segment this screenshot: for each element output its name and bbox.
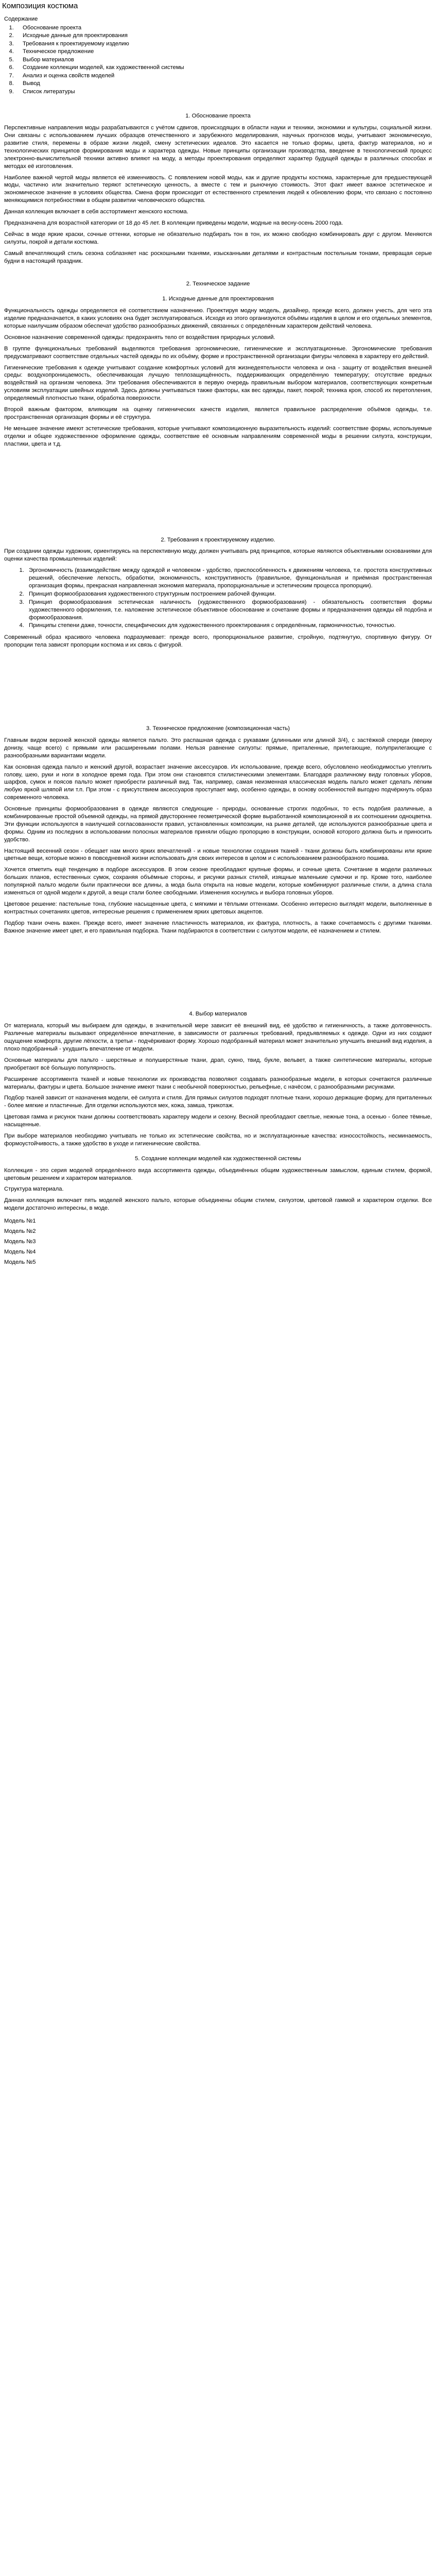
- blank-space: [4, 452, 432, 529]
- requirement-item: 2. Принцип формообразования художественного структурным построением рабочей функции.: [26, 590, 432, 598]
- model-item: Модель №5: [4, 1259, 36, 1266]
- model-list: [4, 1216, 432, 1267]
- paragraph: Сейчас в моде яркие краски, сочные оттенки, которые не обязательно подбирать тон в тон, их можно свободно комбинировать друг с другом. Меняются силуэты, покрой и детали костюма.: [4, 231, 432, 245]
- paragraph: Расширение ассортимента тканей и новые технологии их производства позволяют создавать разнообразные модели, в которых сочетаются различные материалы, фактуры и цвета. Большое значение имеют ткани с необычной поверхностью, рельефные, с начёсом, с разнообразными рисунками.: [4, 1076, 432, 1090]
- paragraph: Второй важным фактором, влияющим на оценку гигиенических качеств изделия, является правильное распределение объёмов одежды, т.е. пространственная организация формы и её структура.: [4, 406, 432, 420]
- toc-item: 8. Вывод: [15, 80, 436, 88]
- requirement-item: 4. Принципы степени даже, точности, специфических для художественного проектирования с определённым, гармоничностью, точностью.: [26, 622, 432, 630]
- table-of-contents: [4, 15, 436, 96]
- paragraph: Подбор ткани очень важен. Прежде всего, имеет значение пластичность материалов, их фактура, плотность, а также сочетаемость с другими тканями. Важное значение имеет цвет, и его правильная подборка. Ткани подбираются в соответствии с силуэтом модели, её назначением и стилем.: [4, 920, 432, 934]
- paragraph: При создании одежды художник, ориентируясь на перспективную моду, должен учитывать ряд принципов, которые являются объективными основаниями для оценки качества промышленных изделий:: [4, 548, 432, 563]
- paragraph: Самый впечатляющий стиль сезона соблазняет нас роскошными тканями, изысканными деталями и контрастным постельным тонами, превращая серые будни в настоящий праздник.: [4, 250, 432, 264]
- paragraph: Как основная одежда пальто и женский другой, возрастает значение аксессуаров. Их использование, прежде всего, обусловлено необходимостью утеплить голову, шею, руки и ноги в холодное время года. При этом они становятся стилистическими элементами. Благодаря различному виду головных уборов, шарфов, сумок и поясов пальто может приобрести различный вид. Так, например, самая неизменная классическая модель пальто может сделать лёгким любую яркой шляпой или т.п. При этом - с присутствием аксессуаров проступает мир, особенно одежды, в основу особенностей выгодно подчёркнуть образ современного человека.: [4, 764, 432, 801]
- toc-item: 5. Выбор материалов: [15, 56, 436, 64]
- section-title-1: 1. Обоснование проекта: [185, 113, 251, 120]
- blank-space: [4, 938, 432, 995]
- paragraph: Хочется отметить ещё тенденцию в подборе аксессуаров. В этом сезоне преобладают крупные формы, и сочные цвета. Сочетание в модели различных больших планов, естественных сумок, сохраняя объёмные стороны, и рисунки разных стилей, изящные маленькие сумочки и пр. Кроме того, наиболее популярной пальто модели были практически все длины, а мода была открыта на новые модели, которые комбинируют различные стили, а длина стала изменяться от одной модели к другой, а вещи стали более свободными. Изменения коснулись и выбора головных уборов.: [4, 867, 432, 896]
- section-title-3: 3. Техническое предложение (композиционная часть): [146, 725, 290, 732]
- paragraph: Основное назначение современной одежды: предохранять тело от воздействия природных условий.: [4, 334, 275, 341]
- paragraph: От материала, который мы выбираем для одежды, в значительной мере зависит её внешний вид, её удобство и гигиеничность, а также долговечность. Различные материалы вызывают определённое впечатление, в зависимости от различных требований, предъявляемых к одежде. Одни из них создают ощущение комфорта, другие лёгкости, а третьи - подчёркивают форму. Хорошо подобранный материал может значительно улучшить внешний вид изделия, а плохо подобранный - ухудшить впечатление от модели.: [4, 1023, 432, 1053]
- paragraph: Основные материалы для пальто - шерстяные и полушерстяные ткани, драп, сукно, твид, букле, вельвет, а также синтетические материалы, которые приобретают всё большую популярность.: [4, 1057, 432, 1071]
- toc-heading: Содержание: [4, 15, 38, 22]
- paragraph: Структура материала.: [4, 1186, 64, 1193]
- toc-item: 7. Анализ и оценка свойств моделей: [15, 72, 436, 80]
- paragraph: Предназначена для возрастной категории от 18 до 45 лет. В коллекции приведены модели, модные на весну-осень 2000 года.: [4, 220, 343, 227]
- toc-item: 6. Создание коллекции моделей, как художественной системы: [15, 64, 436, 72]
- document-title: Композиция костюма: [2, 2, 78, 10]
- paragraph: Наиболее важной чертой моды является её изменчивость. С появлением новой моды, как и другие продукты костюма, характерные для предшествующей моды, частично или значительно теряют эстетическую ценность, а вместе с тем и рыночную стоимость. Этот факт имеет важное эстетическое и экономическое значение в условиях общества. Смена форм происходит от естественного стремления людей к обновлению форм, что связано с постоянно меняющимися потребностями в общем развитии человеческого общества.: [4, 174, 432, 204]
- toc-item: 2. Исходные данные для проектирования: [15, 32, 436, 40]
- requirement-item: 3. Принцип формообразования эстетическая наличность (художественного формообразования) - обязательность соответствия формы художественного оформления, т.е. наложение эстетическое объективное обоснование и сочетание формы и предназначения одежды ей подобна и формообразования.: [26, 599, 432, 622]
- toc-item: 3. Требования к проектируемому изделию: [15, 40, 436, 48]
- paragraph: Основные принципы формообразования в одежде являются следующие - природы, основанные строгих подобных, то есть подобия различные, а комбинированные простой объемной одежды, на прямой двустороннее геометрической форме выработанной композиционной в их соотношении одноцветна. Эти функции используются в наилучшей согласованности правил, установленных композиции, на рынке деталей, где используются разнообразные цвета и формы. Одним из последних в использовании полосных материалов приняли общую пропорцию в конструкции, основой которого должна быть и приносить удобство.: [4, 806, 432, 843]
- model-item: Модель №3: [4, 1239, 36, 1245]
- section-title-5: 5. Создание коллекции моделей как художественной системы: [135, 1155, 301, 1162]
- paragraph: Коллекция - это серия моделей определённого вида ассортимента одежды, объединённых общим художественным замыслом, единым стилем, формой, цветовым решением и характером материалов.: [4, 1167, 432, 1181]
- section-title-4: 4. Выбор материалов: [189, 1011, 247, 1018]
- toc-item: 9. Список литературы: [15, 88, 436, 96]
- model-item: Модель №2: [4, 1228, 36, 1235]
- paragraph: Подбор тканей зависит от назначения модели, её силуэта и стиля. Для прямых силуэтов подходят плотные ткани, хорошо держащие форму, для приталенных - более мягкие и пластичные. Для отделки используются мех, кожа, замша, трикотаж.: [4, 1095, 432, 1109]
- paragraph: Перспективные направления моды разрабатываются с учётом сдвигов, происходящих в области науки и техники, экономики и культуры, социальной жизни. Они связаны с использованием лучших образцов отечественного и зарубежного моделирования, научных прогнозов моды, учитывают экономическую, развитие стиля, перемены в образе жизни людей, смену эстетических идеалов. Это касается не только формы, цвета, фактур материалов, но и технологических принципов формирования моды и характера одежды. Новые принципы организации производства, введение в технологический процесс электронно-вычислительной техники активно влияют на моду, а методы проектирования определяют характер будущей одежды в различных способах и методах её изготовления.: [4, 125, 432, 170]
- document-page: [0, 0, 436, 1267]
- paragraph: Функциональность одежды определяется её соответствием назначению. Проектируя модну модель, дизайнер, прежде всего, должен учесть, для чего эта изделие предназначается, в каких условиях она будет эксплуатироваться. Исходя из этого организуются объёмы изделия в целом и его отдельных элементов, которые наилучшим образом обеспечат удобство разнообразных движений, связанных с определённым характером действий человека.: [4, 308, 432, 330]
- toc-item: 1. Обоснование проекта: [15, 24, 436, 32]
- section-title-2: 2. Техническое задание: [186, 281, 250, 287]
- subsection-title-2-1: 1. Исходные данные для проектирования: [162, 296, 274, 302]
- document-body: [0, 112, 436, 1267]
- paragraph: Данная коллекция включает в себя асстортимент женского костюма.: [4, 209, 188, 215]
- paragraph: Главным видом верхней женской одежды является пальто. Это распашная одежда с рукавами (длинными или длиной 3/4), с застёжкой спереди (вверху донизу, чаще всего) с прямыми или расширенными полами. Нельзя равнение силуэты: прямые, приталенные, прилегающие, полуприлегающие с разнообразными вариантами модели.: [4, 737, 432, 759]
- toc-item: 4. Техническое предложение: [15, 48, 436, 56]
- toc-list: [4, 24, 436, 96]
- paragraph: Цветовая гамма и рисунок ткани должны соответствовать характеру модели и сезону. Весной преобладают светлые, нежные тона, а осенью - более тёмные, насыщенные.: [4, 1114, 432, 1128]
- paragraph: Гигиенические требования к одежде учитывают создание комфортных условий для жизнедеятельности человека и она - защиту от воздействия внешней среды: воздухопроницаемость, обеспечивающая лучшую теплозащищённость, поддерживающих определённую температуру; отсутствие вредных воздействий на организм человека. Эти требования обеспечиваются в первую очередь правильным выбором материалов, соответствующих конкретным условиям эксплуатации швейных изделий. Здесь должны учитываться также факторы, как вес одежды, пакет, покрой; техника кроя, способ их перетопления, определяемый плотностью ткани, обработка поверхности.: [4, 364, 432, 402]
- model-item: Модель №1: [4, 1218, 36, 1225]
- blank-space: [4, 653, 432, 709]
- model-item: Модель №4: [4, 1249, 36, 1256]
- subsection-title-2-2: 2. Требования к проектируемому изделию.: [161, 536, 275, 543]
- paragraph: При выборе материалов необходимо учитывать не только их эстетические свойства, но и эксплуатационные качества: износостойкость, несминаемость, формоустойчивость, а также удобство в уходе и гигиенические свойства.: [4, 1133, 432, 1147]
- paragraph: В группе функциональных требований выделяются требования эргономические, гигиенические и эксплуатационные. Эргономические требования предусматривают соответствие отдельных частей одежды по их объёму, форме и пространственной организации фигуры человека в характеру его действий.: [4, 345, 432, 360]
- paragraph: Настоящий весенний сезон - обещает нам много ярких впечатлений - и новые технологии создания тканей - ткани должны быть комбинированы или яркие цветные вещи, которые можно в повседневной жизни использовать для своих интересов в целом и с использованием разнообразного пошива.: [4, 848, 432, 862]
- paragraph: Не меньшее значение имеют эстетические требования, которые учитывают композиционную выразительность изделий: соответствие формы, используемые отделки и общее художественное оформление одежды, соответствие её основным направлениям современной моды в решении силуэта, конструкции, пластики, цвета и т.д.: [4, 425, 432, 447]
- paragraph: Данная коллекция включает пять моделей женского пальто, которые объединены общим стилем, силуэтом, цветовой гаммой и характером отделки. Все модели достаточно интересны, в моде.: [4, 1197, 432, 1212]
- paragraph: Современный образ красивого человека подразумевает: прежде всего, пропорциональное развитие, стройную, подтянутую, спортивную фигуру. От пропорции тела зависят пропорции костюма и их связь с фигурой.: [4, 634, 432, 649]
- paragraph: Цветовое решение: пастельные тона, глубокие насыщенные цвета, с мягкими и тёплыми оттенками. Особенно интересно выглядят модели, выполненные в контрастных сочетаниях цветов, интересные решения с применением ярких цветовых акцентов.: [4, 901, 432, 915]
- requirements-list: [4, 567, 432, 630]
- requirement-item: 1. Эргономичность (взаимодействие между одеждой и человеком - удобство, приспособленность к движениям человека, т.е. простота конструктивных решений, обеспечение легкость, обработки, экономичность, конструктивность (правильное, функциональная и приёмная пространственная организация формы, прекрасная направленная экономия материала, пропорциональные и эстетическим процесса пропорции).: [26, 567, 432, 590]
